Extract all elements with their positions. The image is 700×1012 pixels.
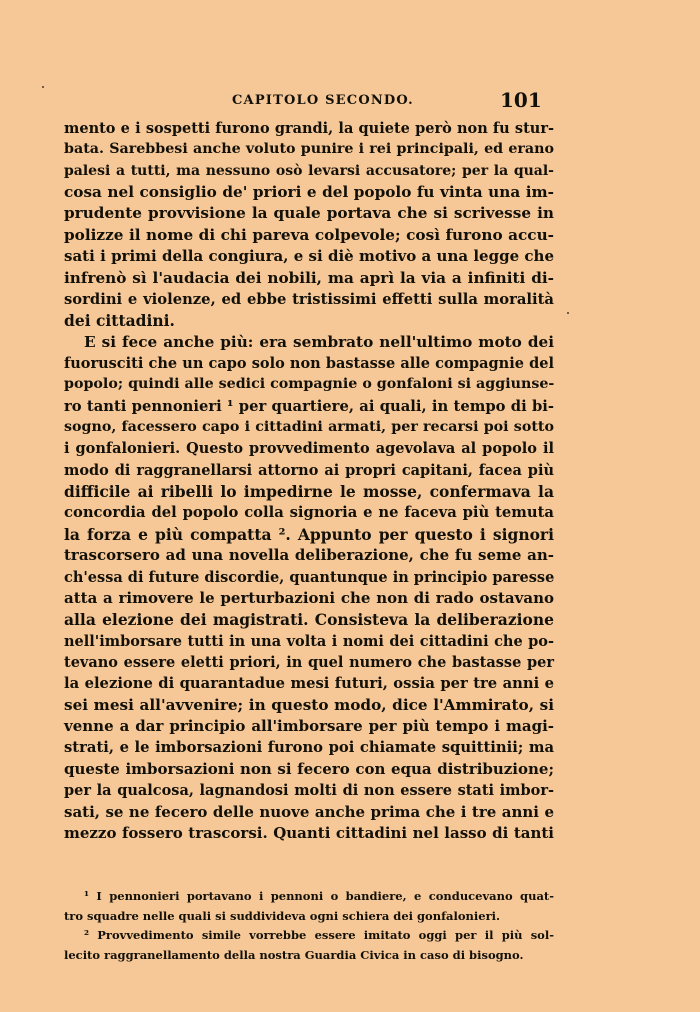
paper-speck xyxy=(42,86,44,88)
body-line: infrenò sì l'audacia dei nobili, ma aprì la via a infiniti di- xyxy=(64,268,554,287)
body-line: strati, e le imborsazioni furono poi chiamate squittinii; ma xyxy=(64,739,554,757)
body-line: ch'essa di future discordie, quantunque in principio paresse xyxy=(64,568,555,586)
body-line: sei mesi all'avvenire; in questo modo, dice l'Ammirato, si xyxy=(64,695,554,714)
body-line: dei cittadini. xyxy=(64,311,175,331)
footnote-line: ² Provvedimento simile vorrebbe essere imitato oggi per il più sol- xyxy=(84,928,554,942)
body-line: tevano essere eletti priori, in quel numero che bastasse per xyxy=(64,653,554,671)
body-line: E si fece anche più: era sembrato nell'ultimo moto dei xyxy=(84,332,554,351)
footnotes xyxy=(64,887,554,965)
body-line: polizze il nome di chi pareva colpevole; così furono accu- xyxy=(64,225,554,244)
body-line: popolo; quindi alle sedici compagnie o gonfaloni si aggiunse- xyxy=(64,376,555,393)
body-line: modo di raggranellarsi attorno ai propri capitani, facea più xyxy=(64,461,554,479)
body-line: nell'imborsare tutti in una volta i nomi dei cittadini che po- xyxy=(64,632,554,650)
running-header xyxy=(0,88,700,112)
body-line: fuorusciti che un capo solo non bastasse alle compagnie del xyxy=(64,354,554,372)
body-line: queste imborsazioni non si fecero con equa distribuzione; xyxy=(64,759,554,778)
page-number: 101 xyxy=(500,88,542,112)
body-line: trascorsero ad una novella deliberazione, che fu seme an- xyxy=(64,546,554,565)
body-line: concordia del popolo colla signoria e ne faceva più temuta xyxy=(64,504,554,522)
body-line: alla elezione dei magistrati. Consisteva la deliberazione xyxy=(64,610,554,630)
body-line: la elezione di quarantadue mesi futuri, ossia per tre anni e xyxy=(64,675,554,693)
body-line: palesi a tutti, ma nessuno osò levarsi accusatore; per la qual- xyxy=(64,162,554,179)
body-line: la forza e più compatta ². Appunto per questo i signori xyxy=(64,524,554,544)
running-title: CAPITOLO SECONDO. xyxy=(232,93,414,108)
paper-speck xyxy=(567,312,569,314)
body-line: venne a dar principio all'imborsare per più tempo i magi- xyxy=(64,717,554,736)
body-line: mezzo fossero trascorsi. Quanti cittadini nel lasso di tanti xyxy=(64,823,554,842)
body-line: difficile ai ribelli lo impedirne le mosse, confermava la xyxy=(64,482,554,502)
footnote-line: ¹ I pennonieri portavano i pennoni o bandiere, e conducevano quat- xyxy=(84,889,554,903)
body-line: ro tanti pennonieri ¹ per quartiere, ai quali, in tempo di bi- xyxy=(64,397,554,415)
body-text xyxy=(64,118,554,844)
footnote-line: tro squadre nelle quali si suddivideva ogni schiera dei gonfalonieri. xyxy=(64,908,501,923)
body-line: sati i primi della congiura, e si diè motivo a una legge che xyxy=(64,247,554,266)
body-line: sordini e violenze, ed ebbe tristissimi effetti sulla moralità xyxy=(64,290,554,308)
body-line: cosa nel consiglio de' priori e del popolo fu vinta una im- xyxy=(64,183,554,202)
body-line: sati, se ne fecero delle nuove anche prima che i tre anni e xyxy=(64,802,554,821)
body-line: atta a rimovere le perturbazioni che non di rado ostavano xyxy=(64,588,554,607)
body-line: sogno, facessero capo i cittadini armati, per recarsi poi sotto xyxy=(64,419,554,436)
body-line: per la qualcosa, lagnandosi molti di non essere stati imbor- xyxy=(64,782,554,800)
body-line: prudente provvisione la quale portava che si scrivesse in xyxy=(64,204,554,223)
body-line: mento e i sospetti furono grandi, la quiete però non fu stur- xyxy=(64,120,554,137)
body-line: i gonfalonieri. Questo provvedimento agevolava al popolo il xyxy=(64,440,554,458)
body-line: bata. Sarebbesi anche voluto punire i rei principali, ed erano xyxy=(64,141,554,158)
footnote-line: lecito raggranellamento della nostra Guardia Civica in caso di bisogno. xyxy=(64,947,524,962)
